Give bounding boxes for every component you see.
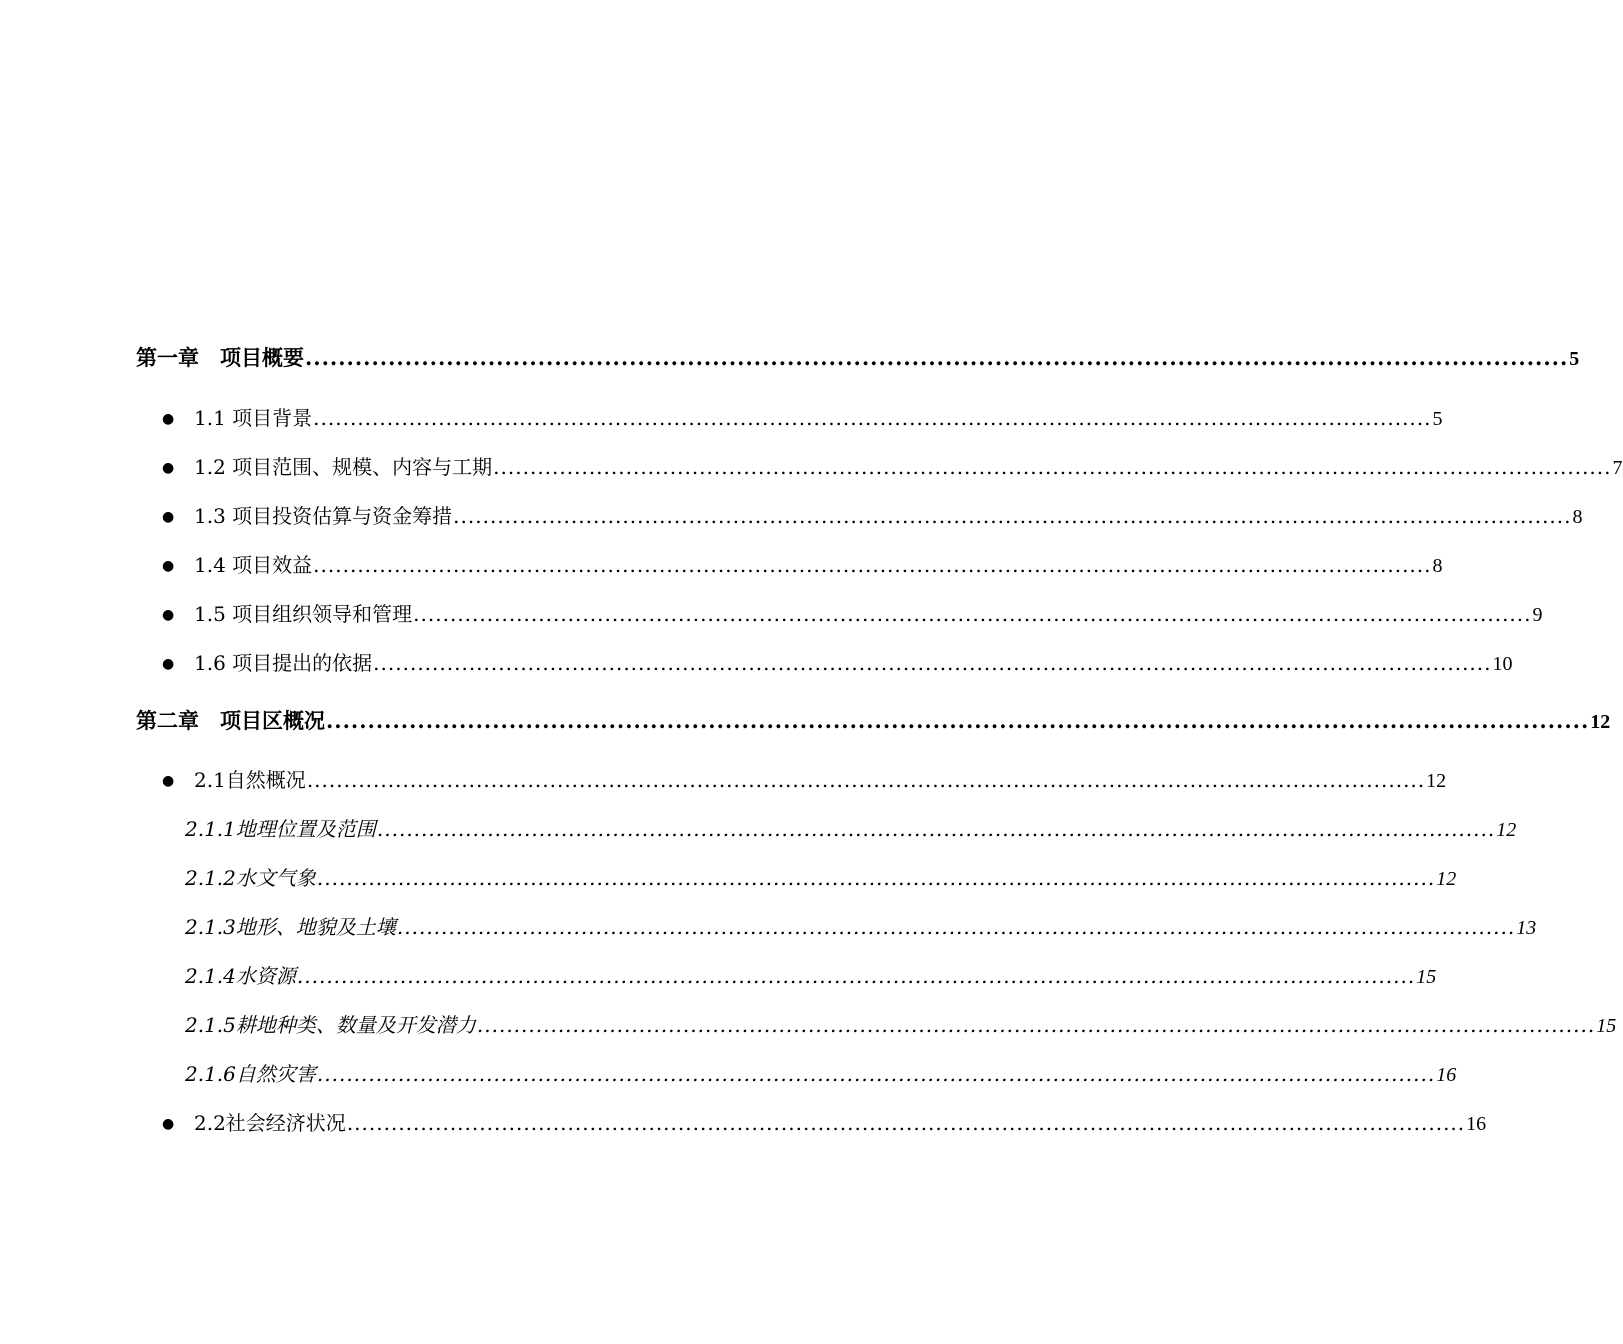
- toc-entry-label: 1.5 项目组织领导和管理: [194, 602, 413, 626]
- toc-page-number: 16: [1436, 1064, 1457, 1086]
- toc-page-number: 13: [1516, 917, 1537, 939]
- toc-entry-label: 1.3 项目投资估算与资金筹措: [194, 504, 453, 528]
- bullet-icon: ●: [162, 558, 175, 574]
- dot-leader: ........................................................................................................................................................: [476, 1013, 1596, 1037]
- toc-section-1-1[interactable]: [162, 402, 1443, 431]
- toc-entry-label: 2.1.6自然灾害: [185, 1062, 316, 1086]
- dot-leader: ........................................................................................................................................................: [296, 964, 1416, 988]
- toc-subsection-2-1-5[interactable]: [185, 1009, 1617, 1038]
- dot-leader: ........................................................................................................................................................: [453, 504, 1572, 528]
- bullet-icon: ●: [162, 509, 175, 525]
- bullet-icon: ●: [162, 1116, 175, 1132]
- toc-entry-label: 2.2社会经济状况: [194, 1111, 346, 1135]
- bullet-icon: ●: [162, 460, 175, 476]
- toc-entry-label: 第二章 项目区概况: [136, 708, 325, 733]
- toc-subsection-2-1-1[interactable]: [185, 813, 1517, 842]
- toc-entry-label: 2.1.1地理位置及范围: [185, 817, 376, 841]
- dot-leader: ........................................................................................................................................................: [305, 345, 1569, 370]
- toc-page-number: 8: [1572, 506, 1583, 528]
- bullet-icon: ●: [162, 411, 175, 427]
- toc-page-number: 7: [1612, 457, 1623, 479]
- toc-page-number: 8: [1432, 555, 1443, 577]
- toc-chapter-1[interactable]: [136, 342, 1580, 372]
- toc-subsection-2-1-2[interactable]: [185, 862, 1457, 891]
- dot-leader: ........................................................................................................................................................: [346, 1111, 1466, 1135]
- dot-leader: ........................................................................................................................................................: [373, 651, 1492, 675]
- toc-entry-label: 第一章 项目概要: [136, 345, 304, 370]
- dot-leader: ........................................................................................................................................................: [313, 553, 1432, 577]
- dot-leader: ........................................................................................................................................................: [316, 1062, 1436, 1086]
- toc-section-1-2[interactable]: [162, 451, 1623, 480]
- toc-section-1-3[interactable]: [162, 500, 1583, 529]
- toc-subsection-2-1-4[interactable]: [185, 960, 1437, 989]
- toc-page-number: 12: [1436, 868, 1457, 890]
- toc-page-number: 12: [1590, 711, 1611, 733]
- bullet-icon: ●: [162, 656, 175, 672]
- toc-entry-label: 1.1 项目背景: [194, 406, 313, 430]
- dot-leader: ........................................................................................................................................................: [413, 602, 1532, 626]
- toc-section-1-4[interactable]: [162, 549, 1443, 578]
- toc-page-number: 12: [1426, 770, 1447, 792]
- toc-subsection-2-1-6[interactable]: [185, 1058, 1457, 1087]
- toc-section-1-6[interactable]: [162, 647, 1513, 676]
- toc-entry-label: 2.1自然概况: [194, 768, 306, 792]
- toc-page-number: 10: [1492, 653, 1513, 675]
- toc-page-number: 5: [1432, 408, 1443, 430]
- toc-section-2-1[interactable]: [162, 764, 1447, 793]
- toc-entry-label: 1.2 项目范围、规模、内容与工期: [194, 455, 493, 479]
- toc-chapter-2[interactable]: [136, 705, 1611, 735]
- toc-entry-label: 2.1.5耕地种类、数量及开发潜力: [185, 1013, 476, 1037]
- dot-leader: ........................................................................................................................................................: [493, 455, 1612, 479]
- toc-page-number: 15: [1416, 966, 1437, 988]
- toc-entry-label: 2.1.3地形、地貌及土壤: [185, 915, 396, 939]
- toc-entry-label: 2.1.4水资源: [185, 964, 296, 988]
- dot-leader: ........................................................................................................................................................: [396, 915, 1516, 939]
- bullet-icon: ●: [162, 607, 175, 623]
- dot-leader: ........................................................................................................................................................: [376, 817, 1496, 841]
- toc-page-number: 16: [1466, 1113, 1487, 1135]
- toc-page-number: 12: [1496, 819, 1517, 841]
- dot-leader: ........................................................................................................................................................: [313, 406, 1432, 430]
- toc-subsection-2-1-3[interactable]: [185, 911, 1537, 940]
- toc-entry-label: 2.1.2水文气象: [185, 866, 316, 890]
- toc-page-number: 5: [1569, 348, 1580, 370]
- toc-page-number: 9: [1532, 604, 1543, 626]
- dot-leader: ........................................................................................................................................................: [306, 768, 1426, 792]
- toc-section-1-5[interactable]: [162, 598, 1543, 627]
- toc-entry-label: 1.4 项目效益: [194, 553, 313, 577]
- dot-leader: ........................................................................................................................................................: [316, 866, 1436, 890]
- toc-entry-label: 1.6 项目提出的依据: [194, 651, 373, 675]
- toc-section-2-2[interactable]: [162, 1107, 1487, 1136]
- bullet-icon: ●: [162, 773, 175, 789]
- toc-page-number: 15: [1596, 1015, 1617, 1037]
- dot-leader: ........................................................................................................................................................: [326, 708, 1590, 733]
